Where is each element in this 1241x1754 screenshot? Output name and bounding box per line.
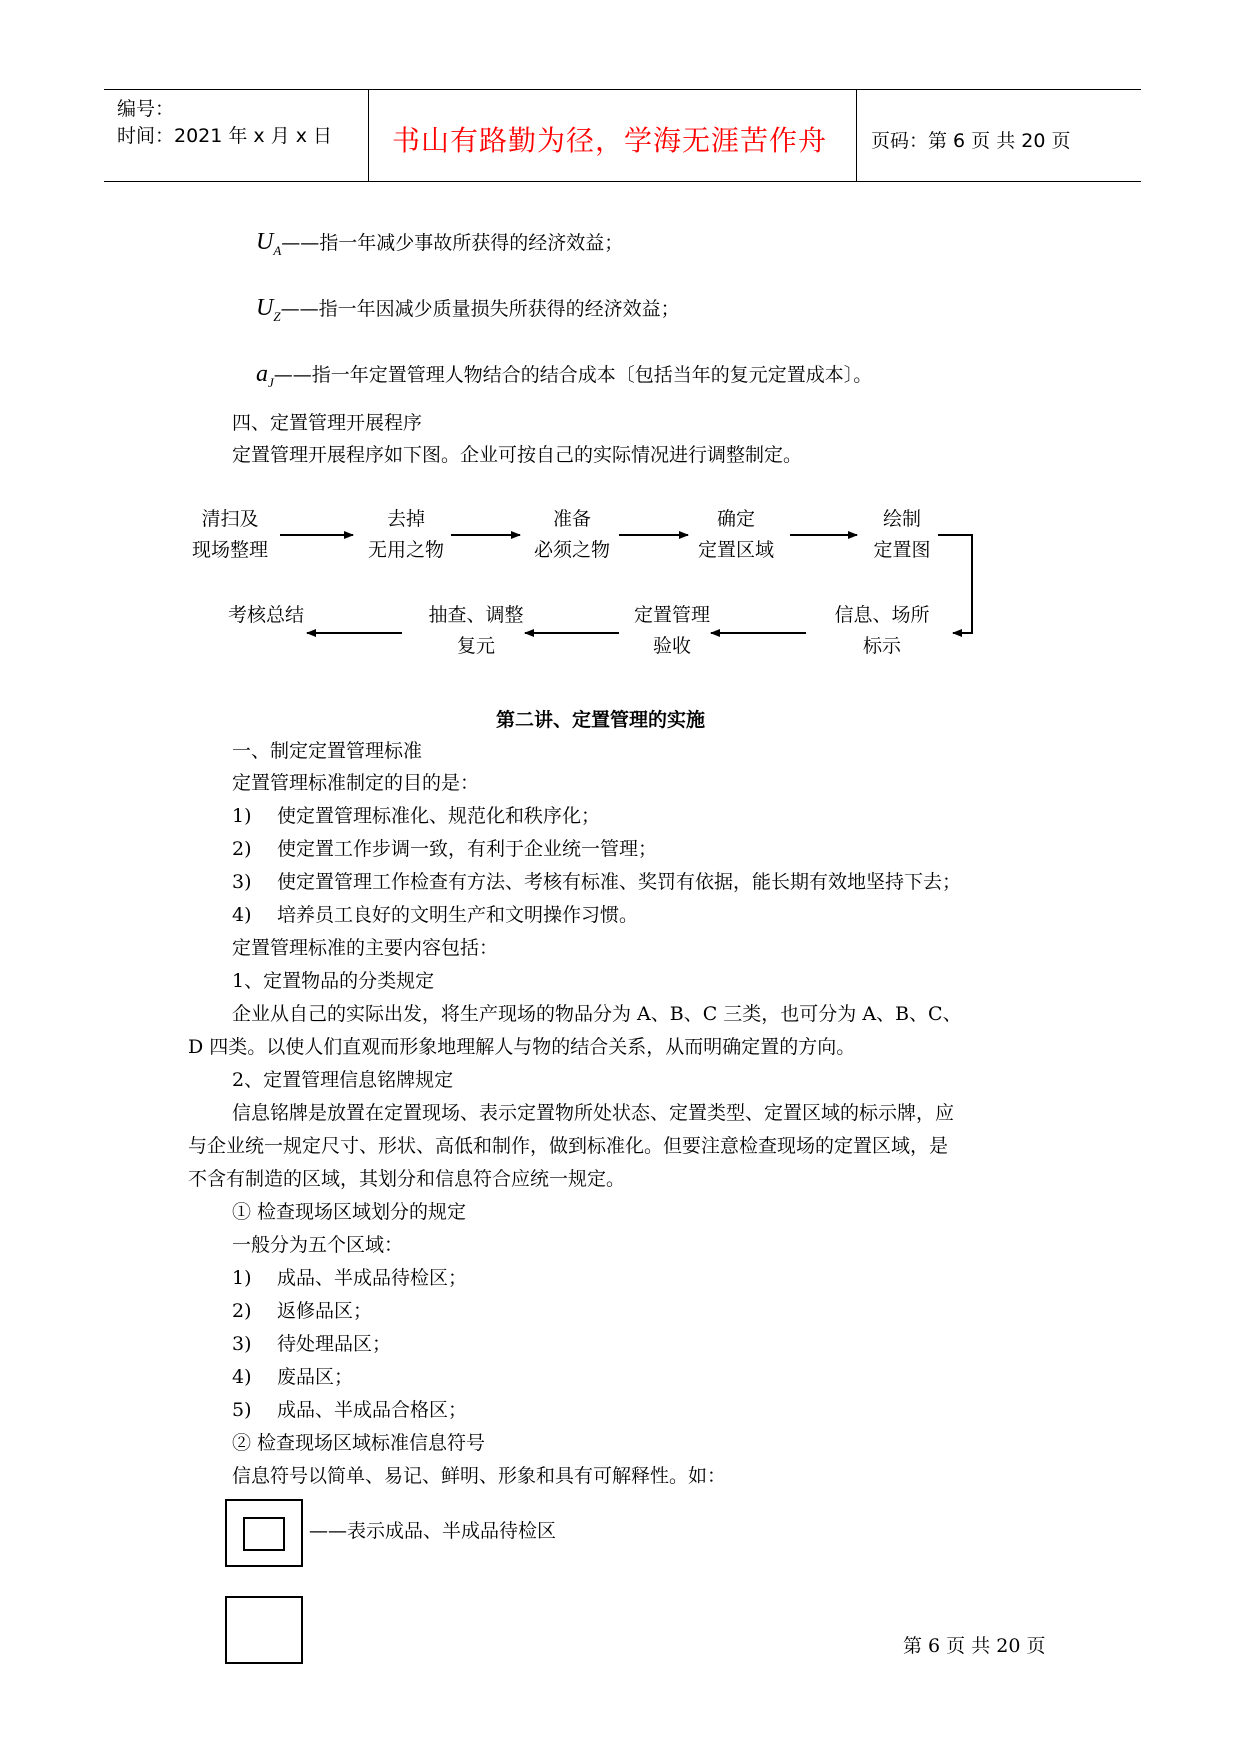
list-text: 待处理品区； [277, 1333, 392, 1355]
header-time-label: 时间：2021 年 x 月 x 日 [117, 125, 333, 147]
list-text: 废品区； [277, 1366, 354, 1388]
list-item [232, 1263, 467, 1293]
check1-title: ① 检查现场区域划分的规定 [232, 1201, 467, 1223]
list-num: 4) [232, 904, 252, 926]
list-text: 返修品区； [277, 1300, 373, 1322]
list-text: 使定置管理工作检查有方法、考核有标准、奖罚有依据，能长期有效地坚持下去； [277, 871, 962, 893]
list-num: 5) [232, 1399, 252, 1421]
header-motto: 书山有路勤为径，学海无涯苦作舟 [392, 124, 828, 157]
section4-intro: 定置管理开展程序如下图。企业可按自己的实际情况进行调整制定。 [232, 444, 803, 466]
symbol-inspection-zone-outer [225, 1499, 303, 1567]
symbol1-description: ——表示成品、半成品待检区 [309, 1520, 557, 1542]
sub1-para-line2: D 四类。以使人们直观而形象地理解人与物的结合关系，从而明确定置的方向。 [188, 1036, 856, 1058]
lecture2-subheading: 一、制定定置管理标准 [232, 740, 423, 762]
formula-description: ——指一年因减少质量损失所获得的经济效益； [280, 298, 680, 320]
lecture2-purpose-intro: 定置管理标准制定的目的是： [232, 772, 480, 794]
list-num: 3) [232, 871, 252, 893]
list-item [232, 834, 657, 864]
sub2-para-line1: 信息铭牌是放置在定置现场、表示定置物所处状态、定置类型、定置区域的标示牌，应 [232, 1102, 955, 1124]
symbol-second [225, 1596, 303, 1664]
flow-node-line2: 复元 [456, 635, 495, 657]
flow-node-line2: 定置区域 [697, 539, 774, 561]
flow-node-line1: 确定 [716, 508, 755, 530]
formula-subscript: A [273, 243, 282, 258]
formula-description: ——指一年减少事故所获得的经济效益； [281, 232, 624, 254]
list-text: 成品、半成品合格区； [277, 1399, 468, 1421]
sub1-title: 1、定置物品的分类规定 [232, 970, 435, 992]
flow-node-line1: 信息、场所 [834, 604, 930, 626]
symbol-inspection-zone-inner [243, 1517, 285, 1551]
flow-node-line2: 无用之物 [367, 539, 444, 561]
formula-symbol: a [256, 361, 268, 387]
flow-node-line1: 抽查、调整 [428, 604, 524, 626]
list-num: 3) [232, 1333, 252, 1355]
formula-subscript: J [268, 375, 274, 390]
flow-node-line2: 定置图 [873, 539, 931, 561]
list-text: 使定置管理标准化、规范化和秩序化； [277, 805, 601, 827]
sub2-title: 2、定置管理信息铭牌规定 [232, 1069, 454, 1091]
list-text: 成品、半成品待检区； [277, 1267, 468, 1289]
list-num: 1) [232, 805, 252, 827]
formula-subscript: Z [273, 309, 281, 324]
flow-node-line1: 准备 [552, 508, 591, 530]
list-item [232, 801, 600, 831]
list-item [232, 1296, 372, 1326]
check2-intro: 信息符号以简单、易记、鲜明、形象和具有可解释性。如： [232, 1465, 727, 1487]
formula-symbol: U [256, 295, 274, 321]
flow-node-line1: 清扫及 [201, 508, 259, 530]
list-text: 使定置工作步调一致，有利于企业统一管理； [277, 838, 658, 860]
check2-title: ② 检查现场区域标准信息符号 [232, 1432, 486, 1454]
list-item [232, 900, 638, 930]
flow-node-line2: 验收 [652, 635, 691, 657]
list-num: 2) [232, 1300, 252, 1322]
list-num: 1) [232, 1267, 252, 1289]
sub2-para-line3: 不含有制造的区域，其划分和信息符合应统一规定。 [188, 1168, 626, 1190]
flow-node-line2: 标示 [862, 635, 901, 657]
list-item [232, 1329, 391, 1359]
flow-node-line1: 定置管理 [633, 604, 710, 626]
lecture2-title: 第二讲、定置管理的实施 [496, 709, 706, 731]
check1-intro: 一般分为五个区域： [232, 1234, 404, 1256]
main-content-intro: 定置管理标准的主要内容包括： [232, 937, 499, 959]
sub2-para-line2: 与企业统一规定尺寸、形状、高低和制作，做到标准化。但要注意检查现场的定置区域，是 [188, 1135, 949, 1157]
section4-heading: 四、定置管理开展程序 [232, 412, 423, 434]
flowchart-arrows [0, 0, 1241, 700]
header-number-label: 编号： [117, 98, 175, 120]
list-item [232, 867, 961, 897]
list-item [232, 1362, 353, 1392]
formula-description: ——指一年定置管理人物结合的结合成本〔包括当年的复元定置成本〕。 [273, 364, 873, 386]
footer-page-number: 第 6 页 共 20 页 [903, 1635, 1046, 1657]
list-num: 4) [232, 1366, 252, 1388]
flow-node-line1: 考核总结 [227, 604, 304, 626]
flow-node-line1: 绘制 [882, 508, 921, 530]
flow-node-line2: 现场整理 [191, 539, 268, 561]
formula-symbol: U [256, 229, 274, 255]
list-num: 2) [232, 838, 252, 860]
list-text: 培养员工良好的文明生产和文明操作习惯。 [277, 904, 639, 926]
sub1-para-line1: 企业从自己的实际出发，将生产现场的物品分为 A、B、C 三类，也可分为 A、B、C、 [232, 1003, 962, 1025]
header-page-code: 页码：第 6 页 共 20 页 [871, 130, 1071, 152]
list-item [232, 1395, 467, 1425]
flow-node-line2: 必须之物 [533, 539, 610, 561]
arrow-connector-down [938, 535, 972, 633]
flow-node-line1: 去掉 [386, 508, 425, 530]
